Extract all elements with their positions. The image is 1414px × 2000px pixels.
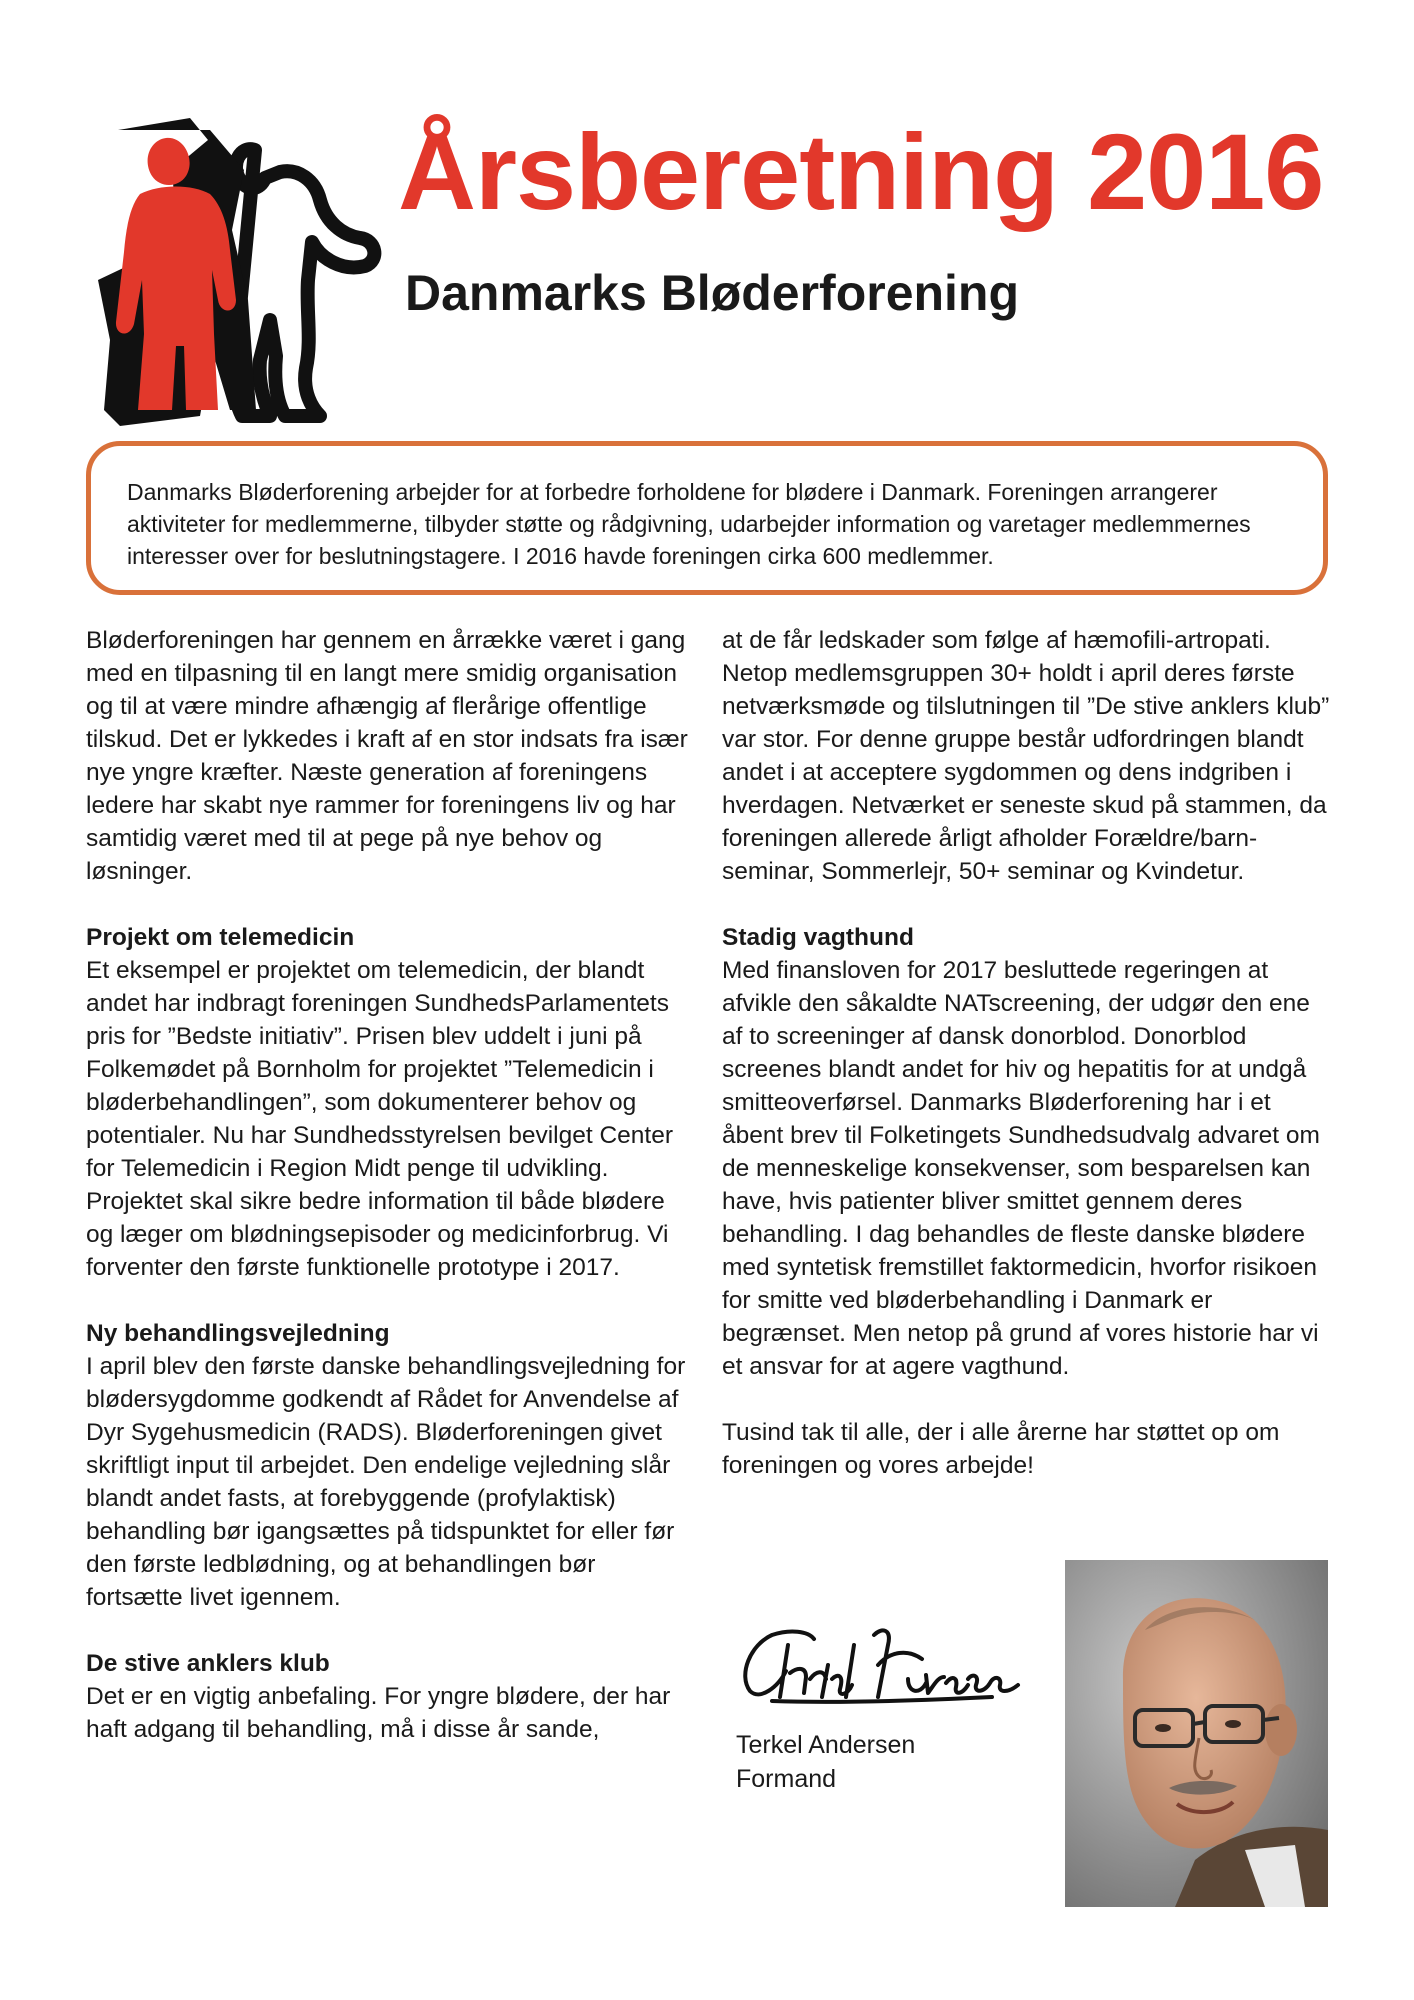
white-figure bbox=[233, 149, 374, 416]
opening-paragraph: Bløderforeningen har gennem en årrække været i gang med en tilpasning til en langt mere smidig organisation og til at være mindre afhængig af flerårige offentlige tilskud. Det er lykkedes i kraft af en stor indsats fra især nye yngre kræfter. Næste generation af foreningens ledere har skabt nye rammer for foreningens liv og har samtidig været med til at pege på nye behov og løsninger. bbox=[86, 627, 688, 885]
portrait-photo bbox=[1065, 1560, 1328, 1907]
left-column bbox=[86, 624, 696, 1779]
association-logo bbox=[80, 110, 400, 430]
continuation-paragraph: at de får ledskader som følge af hæmofili-artropati. Netop medlemsgruppen 30+ holdt i april deres første netværksmøde og tilslutningen til ”De stive anklers klub” var stor. For denne gruppe består udfordringen blandt andet i at acceptere sygdommen og dens indgriben i hverdagen. Netværket er seneste skud på stammen, da foreningen allerede årligt afholder Forældre/barn-seminar, Sommerlejr, 50+ seminar og Kvindetur. bbox=[722, 627, 1330, 885]
closing-thanks: Tusind tak til alle, der i alle årerne har støttet op om foreningen og vores arbejde! bbox=[722, 1419, 1280, 1479]
organization-name: Danmarks Bløderforening bbox=[405, 265, 1020, 321]
section-body-ankle-club: Det er en vigtig anbefaling. For yngre blødere, der har haft adgang til behandling, må i disse år sande, bbox=[86, 1683, 671, 1743]
section-body-guideline: I april blev den første danske behandlingsvejledning for blødersygdomme godkendt af Rådet for Anvendelse af Dyr Sygehusmedicin (RADS). Bløderforeningen givet skriftligt input til arbejdet. Den endelige vejledning slår blandt andet fasts, at forebyggende (profylaktisk) behandling bør igangsættes på tidspunktet for eller før den første ledblødning, og at behandlingen bør fortsætte livet igennem. bbox=[86, 1353, 686, 1611]
report-title: Årsberetning 2016 bbox=[398, 111, 1324, 232]
signatory-role: Formand bbox=[736, 1765, 837, 1793]
section-heading-ankle-club: De stive anklers klub bbox=[86, 1650, 330, 1677]
handwritten-signature bbox=[732, 1605, 1032, 1715]
intro-text: Danmarks Bløderforening arbejder for at forbedre forholdene for blødere i Danmark. Foreningen arrangerer aktiviteter for medlemmerne, tilbyder støtte og rådgivning, udarbejder information og varetager medlemmernes interesser over for beslutningstagere. I 2016 havde foreningen cirka 600 medlemmer. bbox=[127, 479, 1251, 569]
intro-box bbox=[86, 441, 1328, 595]
section-heading-watchdog: Stadig vagthund bbox=[722, 924, 914, 951]
section-body-telemedicine: Et eksempel er projektet om telemedicin, der blandt andet har indbragt foreningen SundhedsParlamentets pris for ”Bedste initiativ”. Prisen blev uddelt i juni på Folkemødet på Bornholm for projektet ”Telemedicin i bløderbehandlingen”, som dokumenterer behov og potentialer. Nu har Sundhedsstyrelsen bevilget Center for Telemedicin i Region Midt penge til udvikling. Projektet skal sikre bedre information til både blødere og læger om blødningsepisoder og medicinforbrug. Vi forventer den første funktionelle prototype i 2017. bbox=[86, 957, 673, 1281]
section-heading-guideline: Ny behandlingsvejledning bbox=[86, 1320, 390, 1347]
right-column bbox=[722, 624, 1332, 1515]
section-heading-telemedicine: Projekt om telemedicin bbox=[86, 924, 355, 951]
section-body-watchdog: Med finansloven for 2017 besluttede regeringen at afvikle den såkaldte NATscreening, der udgør den ene af to screeninger af dansk donorblod. Donorblod screenes blandt andet for hiv og hepatitis for at undgå smitteoverførsel. Danmarks Bløderforening har i et åbent brev til Folketingets Sundhedsudvalg advaret om de menneskelige konsekvenser, som besparelsen kan have, hvis patienter bliver smittet gennem deres behandling. I dag behandles de fleste danske blødere med syntetisk fremstillet faktormedicin, hvorfor risikoen for smitte ved bløderbehandling i Danmark er begrænset. Men netop på grund af vores historie har vi et ansvar for at agere vagthund. bbox=[722, 957, 1320, 1380]
signatory-name: Terkel Andersen bbox=[736, 1731, 916, 1759]
